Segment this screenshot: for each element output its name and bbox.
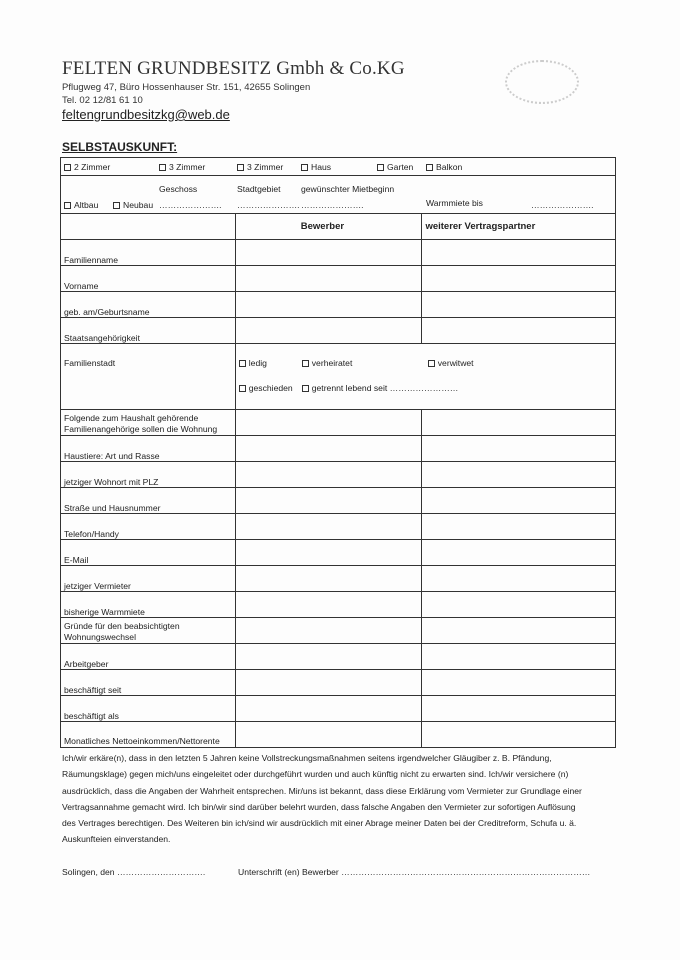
checkbox-icon [302,385,309,392]
option-altbau[interactable]: Altbau [64,200,98,210]
apartment-options-row [61,158,616,176]
bewerber-field[interactable] [235,696,422,722]
bewerber-field[interactable] [235,410,422,436]
company-address: Pflugweg 47, Büro Hossenhauser Str. 151, 42655 Solingen [62,82,311,93]
bewerber-field[interactable] [235,540,422,566]
applicant-form-table [60,157,616,748]
checkbox-icon [302,360,309,367]
row-label: Telefon/Handy [61,514,236,540]
partner-field[interactable] [422,644,616,670]
familienstand-options [235,344,615,410]
bewerber-field[interactable] [235,462,422,488]
place-date-field[interactable]: Solingen, den …………………………. [62,867,206,877]
checkbox-icon [64,202,71,209]
stadtgebiet-label: Stadtgebiet [237,184,281,194]
geschoss-field[interactable]: …………………. [159,200,222,210]
partner-field[interactable] [422,410,616,436]
option-haus[interactable]: Haus [301,162,331,172]
row-label: geb. am/Geburtsname [61,292,236,318]
partner-field[interactable] [422,462,616,488]
stadtgebiet-field[interactable]: …………………. [237,200,300,210]
checkbox-icon [159,164,166,171]
partner-field[interactable] [422,436,616,462]
checkbox-icon [377,164,384,171]
bewerber-field[interactable] [235,488,422,514]
warmmiete-field[interactable]: …………………. [531,200,594,210]
option-ledig[interactable]: ledig [239,358,267,368]
partner-field[interactable] [422,318,616,344]
row-label: Staatsangehörigkeit [61,318,236,344]
bewerber-field[interactable] [235,318,422,344]
column-partner: weiterer Vertragspartner [422,214,616,240]
option-verwitwet[interactable]: verwitwet [428,358,474,368]
row-label: Haustiere: Art und Rasse [61,436,236,462]
warmmiete-label: Warmmiete bis [426,198,483,208]
option-balkon[interactable]: Balkon [426,162,462,172]
bewerber-field[interactable] [235,292,422,318]
bewerber-field[interactable] [235,266,422,292]
familienstand-label: Familienstadt [61,344,236,410]
checkbox-icon [239,360,246,367]
header-blank [61,214,236,240]
partner-field[interactable] [422,722,616,748]
row-label: Arbeitgeber [61,644,236,670]
partner-field[interactable] [422,566,616,592]
company-email[interactable]: feltengrundbesitzkg@web.de [62,107,230,122]
partner-field[interactable] [422,696,616,722]
option-getrennt[interactable]: getrennt lebend seit …………………… [302,383,459,393]
checkbox-icon [64,164,71,171]
declaration-text: Ich/wir erkäre(n), dass in den letzten 5 Jahren keine Vollstreckungsmaßnahmen seitens irgendwelcher Gläugiber z. B. Pfändung, Räumungsklage) gegen mich/uns eingeleitet oder durchgeführt wurden und auch künftig nicht zu erwarten sind. Ich/wir versichere (n) ausdrücklich, dass die Angaben der Wahrheit entsprechen. Mir/uns ist bekannt, dass diese Erklärung vom Vermieter zur Grundlage einer Vertragsannahme gemacht wird. Ich bin/wir sind darüber belehrt wurden, dass falsche Angaben den Vermieter zur sofortigen Auflösung des Vertrages berechtigen. Des Weiteren bin ich/sind wir ausdrücklich mit einer Abrage meiner Daten bei der Creditreform, Schufa u. ä. Auskunfteien einverstanden. [62,753,582,845]
partner-field[interactable] [422,488,616,514]
mietbeginn-field[interactable]: …………………. [301,200,364,210]
row-label: Familienname [61,240,236,266]
bewerber-field[interactable] [235,566,422,592]
option-3-zimmer[interactable]: 3 Zimmer [159,162,205,172]
option-geschieden[interactable]: geschieden [239,383,293,393]
company-phone: Tel. 02 12/81 61 10 [62,95,143,106]
row-label: Straße und Hausnummer [61,488,236,514]
option-3-zimmer-b[interactable]: 3 Zimmer [237,162,283,172]
partner-field[interactable] [422,540,616,566]
row-label: E-Mail [61,540,236,566]
checkbox-icon [237,164,244,171]
faded-stamp [505,60,579,104]
row-label: beschäftigt als [61,696,236,722]
option-verheiratet[interactable]: verheiratet [302,358,353,368]
bewerber-field[interactable] [235,240,422,266]
partner-field[interactable] [422,266,616,292]
row-label: jetziger Wohnort mit PLZ [61,462,236,488]
row-label: Monatliches Nettoeinkommen/Nettorente [61,722,236,748]
bewerber-field[interactable] [235,592,422,618]
bewerber-field[interactable] [235,670,422,696]
bewerber-field[interactable] [235,514,422,540]
geschoss-label: Geschoss [159,184,198,194]
partner-field[interactable] [422,670,616,696]
partner-field[interactable] [422,592,616,618]
row-label: beschäftigt seit [61,670,236,696]
checkbox-icon [301,164,308,171]
bewerber-field[interactable] [235,644,422,670]
row-label: Folgende zum Haushalt gehörende Familienangehörige sollen die Wohnung [61,410,236,436]
bewerber-field[interactable] [235,618,422,644]
partner-field[interactable] [422,514,616,540]
row-label: jetziger Vermieter [61,566,236,592]
bewerber-field[interactable] [235,436,422,462]
checkbox-icon [239,385,246,392]
partner-field[interactable] [422,292,616,318]
column-bewerber: Bewerber [235,214,422,240]
row-label: Gründe für den beabsichtigten Wohnungswechsel [61,618,236,644]
row-label: Vorname [61,266,236,292]
partner-field[interactable] [422,240,616,266]
option-garten[interactable]: Garten [377,162,413,172]
option-neubau[interactable]: Neubau [113,200,153,210]
row-label: bisherige Warmmiete [61,592,236,618]
partner-field[interactable] [422,618,616,644]
checkbox-icon [428,360,435,367]
building-details-row [61,176,616,214]
mietbeginn-label: gewünschter Mietbeginn [301,184,395,194]
company-name: FELTEN GRUNDBESITZ Gmbh & Co.KG [62,58,405,79]
signature-field[interactable]: Unterschrift (en) Bewerber …………………………………………………………………………… [238,867,591,877]
option-2-zimmer[interactable]: 2 Zimmer [64,162,110,172]
checkbox-icon [113,202,120,209]
checkbox-icon [426,164,433,171]
bewerber-field[interactable] [235,722,422,748]
form-title: SELBSTAUSKUNFT: [62,140,178,154]
